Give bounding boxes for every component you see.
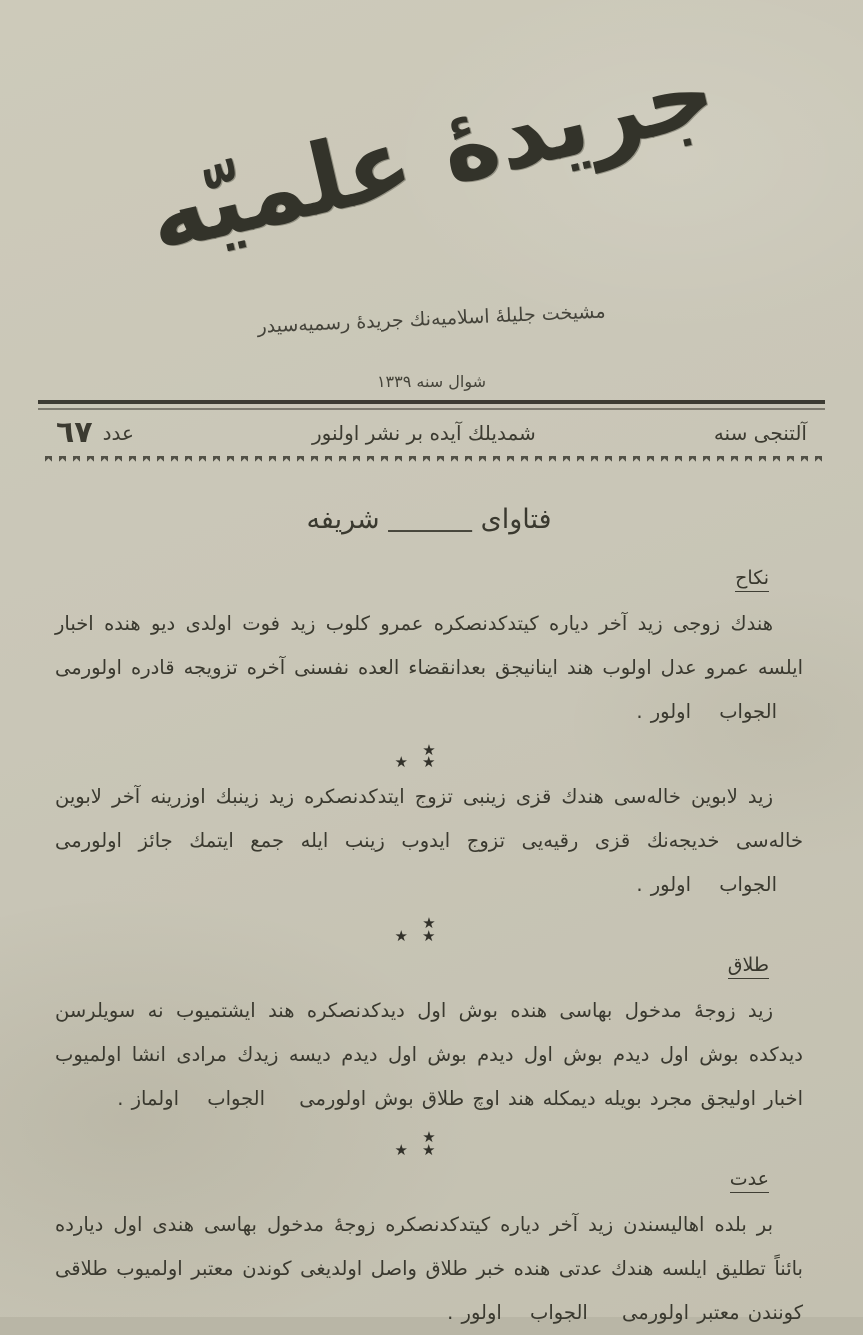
journal-subtitle: مشيخت جليلهٔ اسلاميه‌نك جريدهٔ رسميه‌سيدر <box>256 300 607 338</box>
fatwa-item <box>55 775 803 907</box>
star-row <box>55 1140 789 1159</box>
answer-label: الجواب <box>530 1301 588 1325</box>
section-heading-nikah: نكاح <box>735 567 769 592</box>
header-band <box>48 412 815 452</box>
answer-value: اولور . <box>636 872 691 896</box>
star-icon: ★ <box>422 926 450 945</box>
answer-value: اولور . <box>636 699 691 723</box>
issue-date: شوال سنه ١٣٣٩ <box>376 372 487 391</box>
fatwa-body: بر بلده اهاليسندن زيد آخر دياره كيتدكدنصكره زوجهٔ مدخول بهاسى هندى اول ديارده بائناً تطليق ايلسه هندك عدتى هنده خبر طلاق واصل اولديغى كوندن معتبر اولميوب طلاقى كونندن معتبر اولورمى <box>55 1213 803 1325</box>
issue-label: عدد <box>102 421 134 445</box>
fatwa-item <box>55 1162 803 1335</box>
section-heading-talaq: طلاق <box>728 954 769 979</box>
answer-label: الجواب <box>719 872 777 896</box>
answer-value: اولماز . <box>117 1087 180 1110</box>
fatwas-section-title <box>55 504 803 538</box>
star-row <box>55 926 789 945</box>
page-content <box>0 464 863 1335</box>
double-rule-divider <box>38 400 825 410</box>
zigzag-divider <box>38 456 825 464</box>
star-icon: ★ <box>394 926 422 945</box>
kashida-connector: ـــــــــــــ <box>388 513 472 538</box>
star-icon: ★ <box>422 1127 436 1146</box>
answer-label: الجواب <box>719 699 777 723</box>
fatwa-item <box>55 561 803 734</box>
asterism-separator <box>55 913 803 945</box>
section-heading-iddet: عدت <box>730 1168 769 1193</box>
star-icon: ★ <box>422 740 436 759</box>
fatwa-text <box>55 1203 803 1335</box>
issue-number: ٦٧ <box>56 415 93 450</box>
star-icon: ★ <box>422 1140 450 1159</box>
star-icon: ★ <box>394 1140 422 1159</box>
publication-year-label: آلتنجى سنه <box>713 421 807 445</box>
fatwa-text <box>55 989 803 1121</box>
fatwa-body: هندك زوجى زيد آخر دياره كيتدكدنصكره عمرو كلوب زيد فوت اولدى ديو هنده اخبار ايلسه عمرو عدل اولوب هند اينانيجق بعدانقضاء العده نفسنى آخره تزويجه قادره اولورمى <box>55 612 803 679</box>
journal-title-calligraphy: جريدهٔ علميّه <box>137 34 726 274</box>
fatwas-title-word2: شريفه <box>306 504 380 535</box>
fatwas-title-word1: فتاواى <box>480 504 552 535</box>
star-icon: ★ <box>422 913 436 932</box>
star-icon: ★ <box>394 753 422 772</box>
fatwa-body: زيد لابوين خاله‌سى هندك قزى زينبى تزوج ايتدكدنصكره زيد زينبك اوزرينه آخر لابوين خاله‌سى خديجه‌نك قزى رقيه‌يى تزوج ايدوب زينب ايله جمع ايتمك جائز اولورمى <box>55 785 803 852</box>
fatwa-item <box>55 948 803 1121</box>
issue-number-block <box>56 415 134 450</box>
asterism-separator <box>55 1127 803 1159</box>
answer-value: اولور . <box>447 1301 502 1325</box>
masthead <box>0 0 863 400</box>
star-icon: ★ <box>422 753 450 772</box>
fatwa-text <box>55 602 803 734</box>
asterism-separator <box>55 740 803 772</box>
answer-label: الجواب <box>207 1087 266 1110</box>
publication-frequency-label: شمديلك آيده بر نشر اولنور <box>312 421 536 445</box>
fatwa-text <box>55 775 803 907</box>
star-row <box>55 753 789 772</box>
fatwa-body: زيد زوجهٔ مدخول بهاسى هنده بوش اول ديدكدنصكره هند ايشتميوب نه سويلرسن ديدكده بوش اول ديدم بوش اول ديدم بوش اول ديدم ديسه زيدك مرادى انشا اولميوب اخبار اوليجق مجرد بويله ديمكله هند اوچ طلاق بوش اولورمى <box>55 999 803 1110</box>
